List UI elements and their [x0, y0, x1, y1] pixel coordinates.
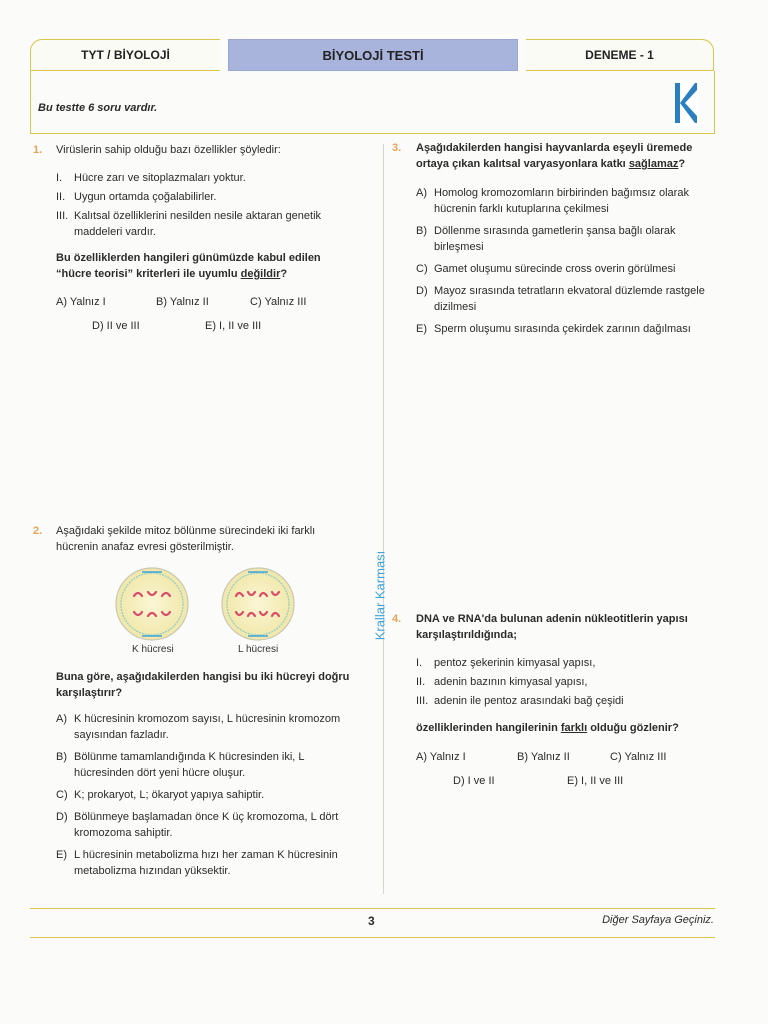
header-title: BİYOLOJİ TESTİ — [228, 39, 518, 71]
q4-item-2: II. adenin bazının kimyasal yapısı, — [416, 676, 588, 688]
publisher-logo — [673, 80, 699, 126]
q1-option-d[interactable]: D) II ve III — [92, 320, 140, 332]
q3-option-e[interactable]: E) Sperm oluşumu sırasında çekirdek zarının dağılması — [416, 323, 691, 335]
side-text: Krallar Karması — [372, 550, 388, 641]
info-box-right-border — [714, 71, 715, 133]
k-cell — [116, 568, 188, 640]
footer-top-line — [30, 908, 715, 909]
q2-option-a[interactable]: A) K hücresinin kromozom sayısı, L hücresinin kromozom sayısından fazladır. — [56, 713, 341, 741]
q3-question: Aşağıdakilerden hangisi hayvanlarda eşeyli üremede ortaya çıkan kalıtsal varyasyonlara katkı sağlamaz? — [416, 142, 693, 170]
q4-question: DNA ve RNA'da bulunan adenin nükleotitlerin yapısı karşılaştırıldığında; — [416, 613, 688, 641]
test-info: Bu testte 6 soru vardır. — [38, 102, 158, 114]
q3-option-c[interactable]: C) Gamet oluşumu sürecinde cross overin görülmesi — [416, 263, 676, 275]
q4-question-2: özelliklerinden hangilerinin farklı olduğu gözlenir? — [416, 722, 679, 734]
q3-option-a[interactable]: A) Homolog kromozomların birbirinden bağımsız olarak hücrenin farklı kutuplarına çekilmesi — [416, 187, 689, 215]
q3-number: 3. — [392, 142, 402, 154]
q1-option-e[interactable]: E) I, II ve III — [205, 320, 262, 332]
footer-bottom-line — [30, 937, 715, 938]
q2-option-e[interactable]: E) L hücresinin metabolizma hızı her zaman K hücresinin metabolizma hızından yüksektir. — [56, 849, 338, 877]
q1-intro: Virüslerin sahip olduğu bazı özellikler şöyledir: — [56, 144, 281, 156]
q2-option-c[interactable]: C) K; prokaryot, L; ökaryot yapıya sahiptir. — [56, 789, 265, 801]
q1-item-1: I. Hücre zarı ve sitoplazmaları yoktur. — [56, 172, 246, 184]
q4-item-1: I. pentoz şekerinin kimyasal yapısı, — [416, 657, 596, 669]
q2-option-d[interactable]: D) Bölünmeye başlamadan önce K üç kromozoma, L dört kromozoma sahiptir. — [56, 811, 339, 839]
q3-options — [416, 185, 716, 337]
header-left: TYT / BİYOLOJİ — [30, 39, 220, 71]
next-page-note: Diğer Sayfaya Geçiniz. — [602, 914, 714, 926]
q1-option-a[interactable]: A) Yalnız I — [56, 296, 106, 308]
q1-option-b[interactable]: B) Yalnız II — [156, 296, 209, 308]
q2-intro: Aşağıdaki şekilde mitoz bölünme sürecindeki iki farklı hücrenin anafaz evresi gösterilmiştir. — [56, 525, 316, 553]
info-box-left-border — [30, 71, 31, 133]
q1-item-3: III. Kalıtsal özelliklerini nesilden nesile aktaran genetik maddeleri vardır. — [56, 210, 322, 238]
column-divider — [383, 144, 384, 894]
page-number: 3 — [368, 914, 375, 928]
q1-item-2: II. Uygun ortamda çoğalabilirler. — [56, 191, 217, 203]
q3-option-d[interactable]: D) Mayoz sırasında tetratların ekvatoral düzlemde rastgele dizilmesi — [416, 285, 705, 313]
q4-option-c[interactable]: C) Yalnız III — [610, 751, 667, 763]
q2-options — [56, 711, 356, 879]
q2-question: Buna göre, aşağıdakilerden hangisi bu iki hücreyi doğru karşılaştırır? — [56, 671, 350, 699]
q2-number: 2. — [33, 525, 43, 537]
q1-block — [56, 142, 356, 282]
header-right: DENEME - 1 — [526, 39, 714, 71]
q4-item-3: III. adenin ile pentoz arasındaki bağ çeşidi — [416, 695, 624, 707]
q1-option-c[interactable]: C) Yalnız III — [250, 296, 307, 308]
q4-option-e[interactable]: E) I, II ve III — [567, 775, 624, 787]
q4-option-a[interactable]: A) Yalnız I — [416, 751, 466, 763]
q4-items — [416, 655, 716, 709]
q3-option-b[interactable]: B) Döllenme sırasında gametlerin şansa bağlı olarak birleşmesi — [416, 225, 676, 253]
q4-number: 4. — [392, 613, 402, 625]
l-cell — [222, 568, 294, 640]
q1-number: 1. — [33, 144, 43, 156]
k-cell-label: K hücresi — [132, 644, 174, 655]
q4-option-d[interactable]: D) I ve II — [453, 775, 495, 787]
q1-question: Bu özelliklerden hangileri günümüzde kabul edilen “hücre teorisi” kriterleri ile uyumlu değildir? — [56, 252, 321, 280]
l-cell-label: L hücresi — [238, 644, 279, 655]
q2-option-b[interactable]: B) Bölünme tamamlandığında K hücresinden iki, L hücresinden dört yeni hücre oluşur. — [56, 751, 305, 779]
info-box-bottom-border — [30, 133, 715, 134]
anaphase-cells-illustration — [108, 566, 308, 642]
q4-option-b[interactable]: B) Yalnız II — [517, 751, 570, 763]
